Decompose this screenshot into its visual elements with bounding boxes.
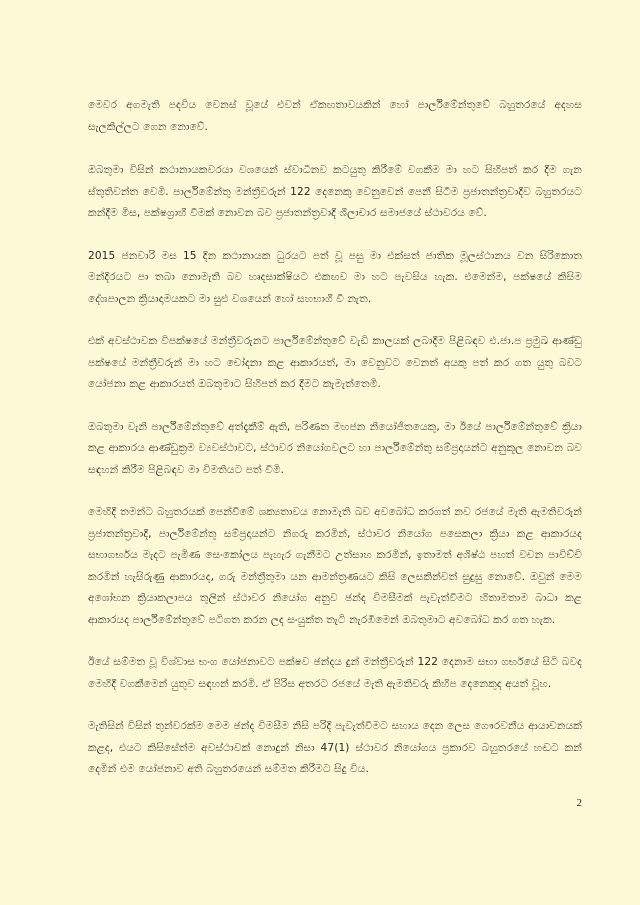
paragraph: මැතිසින් විසින් තුන්වරක්ම මෙම ඡන්ද විමසීම නිසි පරිදි පැවැත්වීමට සහාය දෙන ලෙස ගෞරවනීය ආයාචනයක් කළද, එයට කිසිසේත්ම අවස්ථාවක් නොදුන් නිසා 47(1) ස්ථාවර නියෝගය ප්‍රකාරව බහුතරයේ හඬට කන් දෙමින් එම යෝජනාව අති බහුතරයෙන් සම්මත කිරීමට සිදු විය. (88, 720, 582, 775)
paragraph: 2015 ජනවාරි මස 15 දින කථානායක ධුරයට පත් වූ පසු මා එක්සත් ජාතික මූලස්ථානය වන සිරිකොත මන්දිරයට පා තබා නොමැති බව හෘදසාක්ෂියට එකඟව මා හට පැවසිය හැක. එමෙන්ම, පක්ෂයේ කිසිම දේශපාලන ක්‍රියාදාමයකට මා සුළු වශයෙන් හෝ සහභාගී වී නැත. (88, 249, 582, 305)
paragraph: ඔබතුමා වැනි පාර්ලිමේන්තුවේ අත්දැකීම් ඇති, පරිණත මහජන නියෝජිතයෙකු, මා ඊයේ පාර්ලිමේන්තුවේ ක්‍රියා කළ ආකාරය ආණ්ඩුක්‍රම ව්‍යවස්ථාවට, ස්ථාවර නියෝගවලට හා පාර්ලිමේන්තු සම්ප්‍රදායන්ට අනුකූල නොවන බව සඳහන් කිරීම පිළිබඳව මා විමතියට පත් වීමි. (88, 420, 582, 476)
page-number: 2 (576, 797, 582, 809)
paragraph: මෙවර අගමැති පදවිය වෙනස් වූයේ එවන් ඒකඟතාවයකින් හෝ පාර්ලිමේන්තුවේ බහුතරයේ අදහස සැලකිල්ලට ගෙන නොවේ. (88, 99, 582, 133)
paragraph: එක් අවස්ථාවක විපක්ෂයේ මන්ත්‍රීවරුනට පාර්ලිමේන්තුවේ වැඩි කාලයක් ලබාදීම පිළිබඳව එ.ජා.ප ප්‍රමුඛ ආණ්ඩු පක්ෂයේ මන්ත්‍රීවරුන් මා හට චෝදනා කළ ආකාරයත්, මා වෙනුවට වෙනත් අයකු පත් කර ගත යුතු බවට යෝජනා කළ ආකාරයත් ඔබතුමාට සිහිපත් කර දීමට කැමැත්තෙමි. (88, 335, 582, 390)
paragraph: මෙහිදී තමන්ට බහුතරයක් පෙන්වීමේ ශක්‍යතාවය නොමැති බව අවබෝධ කරගත් නව රජයේ මැති ඇමතිවරුන් ප්‍රජාතන්ත්‍රවාදී, පාර්ලිමේන්තු සම්ප්‍රදායන්ට නිගරු කරමින්, ස්ථාවර නියෝග පසෙකලා ක්‍රියා කළ ආකාරයද සභාගර්භය මැදට පැමිණ සෙංකෝලය පැහැර ගැනීමට උත්සාහ කරමින්, ඉතාමත් අශිෂ්ඨ පහත් වචන පාවිච්චි කරමින් හැසිරුණු ආකාරයද, ගරු මන්ත්‍රීතුමා යන ආමන්ත්‍රණයට කිසි ලෙසකින්වත් සුදුසු නොවේ. ඔවුන් මෙම අශෝභන ක්‍රියාකලාපය තුලින් ස්ථාවර නියෝග අනුව ඡන්ද විමසීමක් පැවැත්වීමට හිතාමතාම බාධා කළ ආකාරයද පාර්ලිමේන්තුවේ පටිගත කරන ලද සංයුක්ත තැටි නැරඹීමෙන් ඔබතුමාට අවබෝධ කර ගත හැක. (88, 506, 582, 626)
paragraph: ඊයේ සම්මත වූ විශ්වාස භංග යෝජනාවට පක්ෂව ඡන්දය දුන් මන්ත්‍රීවරුන් 122 දෙනාම සභා ගර්භයේ සිටි බවද මෙහිදී වගකීමෙන් යුතුව සඳහන් කරමි. ඒ පිරිස අතරට රජයේ මැති ඇමතිවරු කිහිප දෙනෙකුද අයත් වූහ. (88, 656, 582, 690)
paragraph: ඔබතුමා විසින් කථානායකවරයා වශයෙන් ස්වාධීනව කටයුතු කිරීමේ වගකීම මා හට සිහිපත් කර දීම ගැන ස්තුතිවන්ත වෙමි. පාර්ලිමේන්තු මන්ත්‍රීවරුන් 122 දෙනෙකු වෙනුවෙන් පෙනී සිටීම ප්‍රජාතන්ත්‍රවාදීව බහුතරයට කන්දීම මිස, පක්ෂග්‍රාහී වීමක් නොවන බව ප්‍රජාතන්ත්‍රවාදී ශීලාචාර සමාජයේ ස්ථාවරය වේ. (88, 164, 582, 219)
